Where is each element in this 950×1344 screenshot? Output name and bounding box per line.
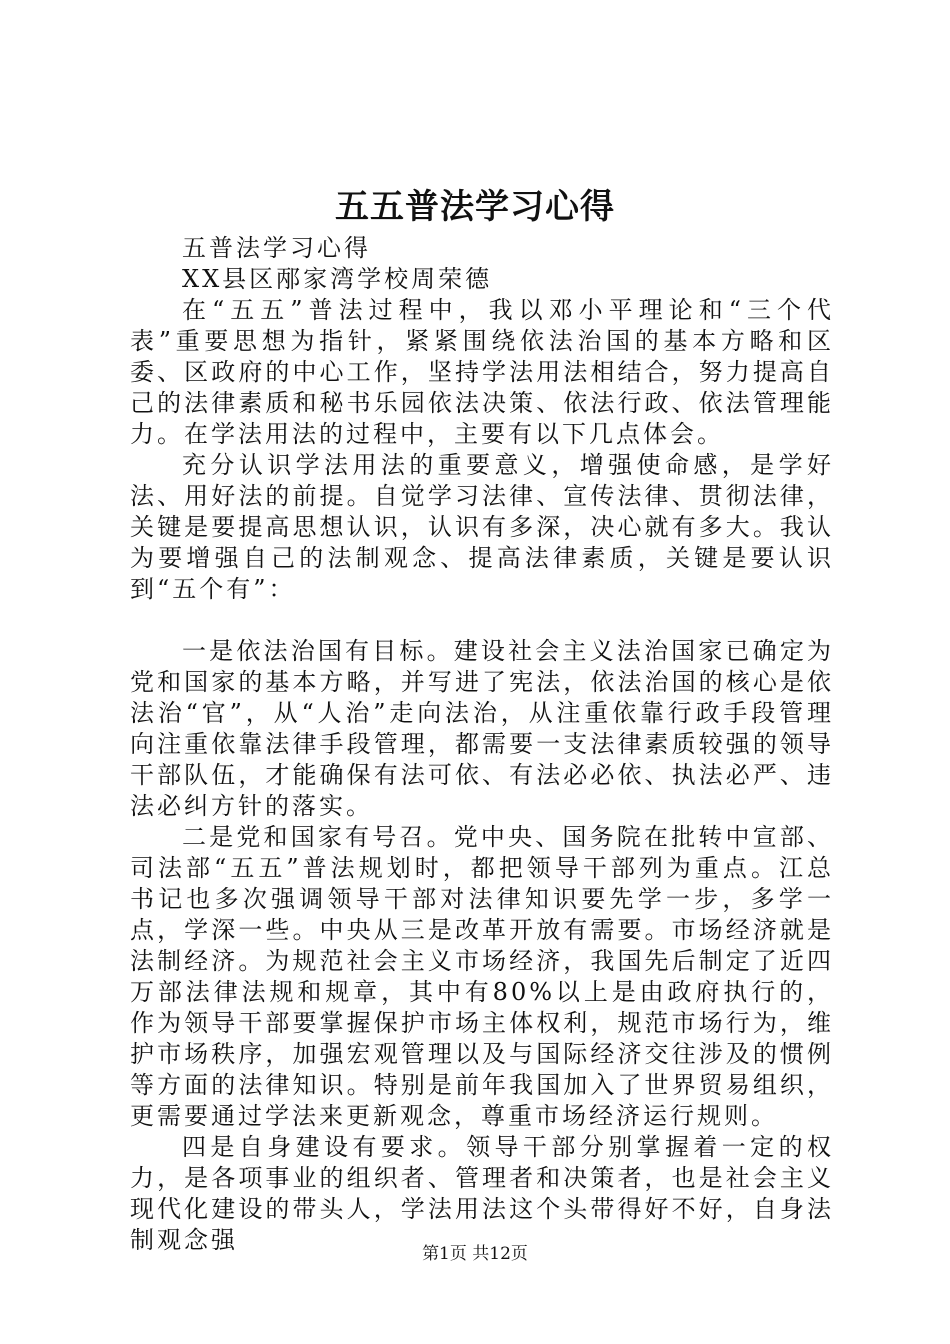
author-line: XX县区邴家湾学校周荣德 — [182, 265, 493, 293]
paragraph-intro: 在“五五”普法过程中，我以邓小平理论和“三个代表”重要思想为指针，紧紧围绕依法治国的基本方略和区委、区政府的中心工作，坚持学法用法相结合，努力提高自己的法律素质和秘书乐园依法决策、依法行政、依法管理能力。在学法用法的过程中，主要有以下几点体会。 — [130, 296, 834, 448]
paragraph-awareness: 充分认识学法用法的重要意义，增强使命感，是学好法、用好法的前提。自觉学习法律、宣传法律、贯彻法律，关键是要提高思想认识，认识有多深，决心就有多大。我认为要增强自己的法制观念、提高法律素质，关键是要认识到“五个有”： — [130, 451, 834, 603]
paragraph-point-four: 四是自身建设有要求。领导干部分别掌握着一定的权力，是各项事业的组织者、管理者和决策者，也是社会主义现代化建设的带头人，学法用法这个头带得好不好，自身法制观念强 — [130, 1133, 834, 1254]
paragraph-point-one: 一是依法治国有目标。建设社会主义法治国家已确定为党和国家的基本方略，并写进了宪法，依法治国的核心是依法治“官”，从“人治”走向法治，从注重依靠行政手段管理向注重依靠法律手段管理，都需要一支法律素质较强的领导干部队伍，才能确保有法可依、有法必必依、执法必严、违法必纠方针的落实。 — [130, 637, 834, 820]
subtitle-line: 五普法学习心得 — [182, 234, 371, 262]
document-body — [130, 233, 834, 1256]
paragraph-point-two-three: 二是党和国家有号召。党中央、国务院在批转中宣部、司法部“五五”普法规划时，都把领导干部列为重点。江总书记也多次强调领导干部对法律知识要先学一步，多学一点，学深一些。中央从三是改革开放有需要。市场经济就是法制经济。为规范社会主义市场经济，我国先后制定了近四万部法律法规和规章，其中有80%以上是由政府执行的，作为领导干部要掌握保护市场主体权利，规范市场行为，维护市场秩序，加强宏观管理以及与国际经济交往涉及的惯例等方面的法律知识。特别是前年我国加入了世界贸易组织，更需要通过学法来更新观念，尊重市场经济运行规则。 — [130, 823, 834, 1130]
page-number-footer: 第1页 共12页 — [422, 1244, 528, 1264]
document-title: 五五普法学习心得 — [335, 187, 615, 227]
